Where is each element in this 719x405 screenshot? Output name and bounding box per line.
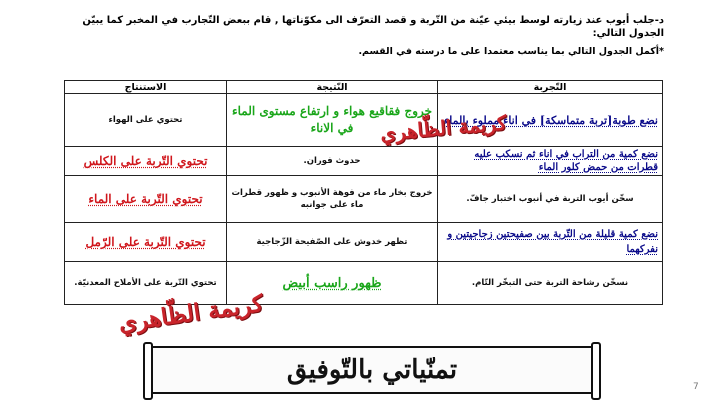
printed-text: نسخّن رشاحة التربة حتى التبخّر التّام. bbox=[471, 278, 629, 288]
result-cell bbox=[227, 147, 438, 176]
banner-text: تمنّياتي بالتّوفيق bbox=[286, 355, 458, 385]
table-row bbox=[65, 223, 663, 262]
printed-text: تظهر خدوش على الصّفيحة الزّجاجية bbox=[256, 237, 408, 247]
experiment-cell bbox=[438, 262, 663, 305]
page-number: 7 bbox=[693, 382, 699, 392]
printed-text: تحتوي على الهواء bbox=[108, 115, 183, 125]
conclusion-cell bbox=[65, 223, 227, 262]
table-row bbox=[65, 94, 663, 147]
handwritten-answer: نضع طوبة[تربة متماسكة] في اناء مملوء بالماء bbox=[444, 113, 658, 127]
table-row bbox=[65, 147, 663, 176]
conclusion-cell bbox=[65, 147, 227, 176]
result-cell bbox=[227, 176, 438, 223]
conclusion-cell bbox=[65, 176, 227, 223]
experiment-cell bbox=[438, 147, 663, 176]
handwritten-answer: تحتوي التّربة على الكلس bbox=[83, 153, 208, 168]
experiment-cell bbox=[438, 223, 663, 262]
header-experiment: التّجربة bbox=[438, 81, 663, 94]
exercise-statement: د-جلب أيوب عند زيارته لوسط بيئي عيّنة من التّربة و قصد التعرّف الى مكوّناتها , قام ببعض التّجارب في المخبر كما يبيّن الجدول التالي: bbox=[82, 15, 664, 39]
printed-text: حدوث فوران. bbox=[303, 156, 361, 166]
header-conclusion: الاستنتاج bbox=[65, 81, 227, 94]
printed-text: خروج بخار ماء من فوهة الأنبوب و ظهور قطرات ماء على جوانبه bbox=[231, 188, 433, 210]
handwritten-answer: نضع كمية من التراب في اناء ثم نسكب عليه قطرات من حمض كلور الماء bbox=[474, 149, 658, 173]
exercise-intro bbox=[60, 14, 664, 58]
header-result: النّتيجة bbox=[227, 81, 438, 94]
table-row bbox=[65, 176, 663, 223]
author-watermark: كريمة الظّاهري bbox=[379, 110, 508, 146]
good-luck-banner bbox=[150, 346, 594, 394]
table-row bbox=[65, 262, 663, 305]
exercise-instruction: *أكمل الجدول التالي بما يناسب معتمدا على ما درسته في القسم. bbox=[358, 46, 664, 57]
printed-text: تحتوي التّربة على الأملاح المعدنيّة. bbox=[74, 278, 217, 288]
author-watermark: كريمة الظّاهري bbox=[116, 289, 265, 338]
printed-text: سخّن أيوب التربة في أنبوب اختبار جافّ. bbox=[466, 194, 634, 204]
experiments-table bbox=[64, 80, 663, 305]
handwritten-answer: تحتوي التّربة على الرّمل bbox=[85, 234, 206, 249]
conclusion-cell bbox=[65, 94, 227, 147]
handwritten-answer: نضع كمية قليلة من التّربة بين صفيحتين زجاجيتين و نفركهما bbox=[447, 229, 658, 255]
table-header-row bbox=[65, 81, 663, 94]
experiment-cell bbox=[438, 176, 663, 223]
result-cell bbox=[227, 223, 438, 262]
handwritten-answer: خروج فقاقيع هواء و ارتفاع مستوى الماء في الاناء bbox=[231, 104, 433, 135]
handwritten-answer: تحتوي التّربة على الماء bbox=[88, 191, 203, 206]
handwritten-answer: ظهور راسب أبيض bbox=[282, 275, 382, 291]
